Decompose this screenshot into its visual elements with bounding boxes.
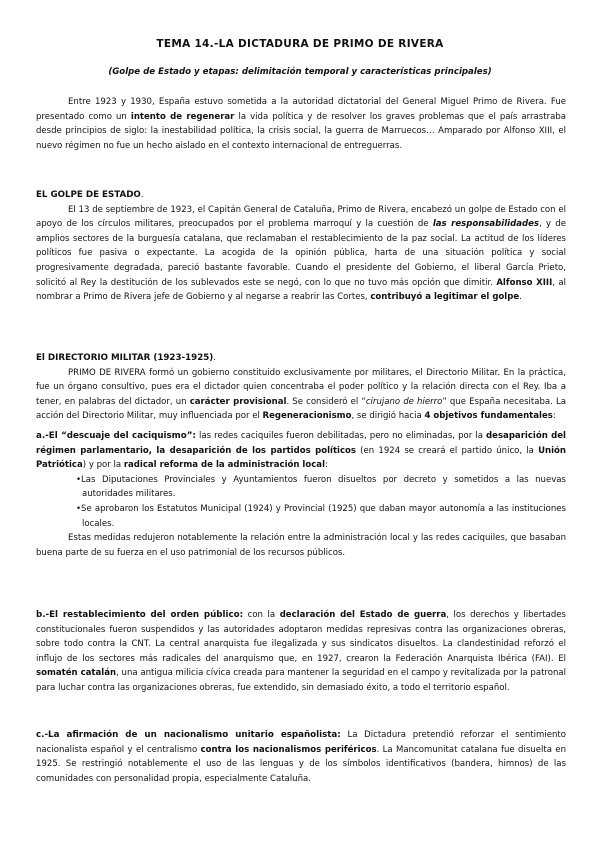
document-subtitle: (Golpe de Estado y etapas: delimitación temporal y características principales): [108, 67, 492, 77]
section-body: El 13 de septiembre de 1923, el Capitán General de Cataluña, Primo de Rivera, encabezó un golpe de Estado con el apoyo de los círculos militares, preocupados por el problema marroquí y la cuestión de las responsabilidades, y de amplios sectores de la burguesía catalana, que reclamaban el restablecimiento de la paz social. La actitud de los líderes políticos fue pasiva o expectante. La acogida de la opinión pública, harta de una situación política y social progresivamente degradada, pareció bastante favorable. Cuando el presidente del Gobierno, el liberal García Prieto, solicitó al Rey la destitución de los sublevados este se negó, con lo que no tuvo más opción que dimitir. Alfonso XIII, al nombrar a Primo de Rivera jefe de Gobierno y al negarse a reabrir las Cortes, contribuyó a legitimar el golpe.: [36, 204, 566, 303]
bullet-list: [36, 473, 566, 531]
emphasis-regenerar: intento de regenerar: [130, 111, 235, 122]
section-body: PRIMO DE RIVERA formó un gobierno constituido exclusivamente por militares, el Directorio Militar. En la práctica, fue un órgano consultivo, pues era el dictador quien concentraba el poder político y la relación directa con el Rey. Iba a tener, en palabras del dictador, un carácter provisional. Se consideró el “cirujano de hierro” que España necesitaba. La acción del Directorio Militar, muy influenciada por el Regeneracionismo, se dirigió hacia 4 objetivos fundamentales:: [36, 367, 567, 422]
section-heading: El DIRECTORIO MILITAR (1923-1925): [36, 353, 214, 363]
point-c-nacionalismo: c.-La afirmación de un nacionalismo unitario españolista: La Dictadura pretendió reforzar el sentimiento nacionalista español y el centralismo contra los nacionalismos periféricos. La Mancomunitat catalana fue disuelta en 1925. Se restringió notablemente el uso de las lenguas y de los símbolos identificativos (bandera, himnos) de las comunidades con personalidad propia, especialmente Cataluña.: [36, 730, 566, 784]
point-a-caciquismo: a.-El “descuaje del caciquismo”: las redes caciquiles fueron debilitadas, pero no eliminadas, por la desaparición del régimen parlamentario, la desaparición de los partidos políticos (en 1924 se creará el partido único, la Unión Patriótica) y por la radical reforma de la administración local: •Las Diputaciones Provinciales y Ayuntamientos fueron disueltos por decreto y sometidos a las nuevas autoridades militares. •Se aprobaron los Estatutos Municipal (1924) y Provincial (1925) que daban mayor autonomía a las instituciones locales. Estas medidas redujeron notablemente la relación entre la administración local y las redes caciquiles, que basaban buena parte de su fuerza en el uso patrimonial de los recursos públicos.: [36, 429, 566, 560]
point-a-closing: Estas medidas redujeron notablemente la relación entre la administración local y las redes caciquiles, que basaban buena parte de su fuerza en el uso patrimonial de los recursos públicos.: [36, 533, 566, 558]
intro-paragraph: Entre 1923 y 1930, España estuvo sometida a la autoridad dictatorial del General Miguel Primo de Rivera. Fue presentado como un intento de regenerar la vida política y de resolver los graves problemas que el país arrastraba desde principios de siglo: la inestabilidad política, la crisis social, la guerra de Marruecos… Amparado por Alfonso XIII, el nuevo régimen no fue un hecho aislado en el contexto internacional de entreguerras.: [36, 97, 567, 151]
list-item: •Las Diputaciones Provinciales y Ayuntamientos fueron disueltos por decreto y sometidos a las nuevas autoridades militares.: [76, 474, 566, 500]
section-heading: EL GOLPE DE ESTADO: [36, 190, 141, 200]
section-golpe-de-estado: EL GOLPE DE ESTADO. El 13 de septiembre de 1923, el Capitán General de Cataluña, Primo de Rivera, encabezó un golpe de Estado con el apoyo de los círculos militares, preocupados por el problema marroquí y la cuestión de las responsabilidades, y de amplios sectores de la burguesía catalana, que reclamaban el restablecimiento de la paz social. La actitud de los líderes políticos fue pasiva o expectante. La acogida de la opinión pública, harta de una situación política y social progresivamente degradada, pareció bastante favorable. Cuando el presidente del Gobierno, el liberal García Prieto, solicitó al Rey la destitución de los sublevados este se negó, con lo que no tuvo más opción que dimitir. Alfonso XIII, al nombrar a Primo de Rivera jefe de Gobierno y al negarse a reabrir las Cortes, contribuyó a legitimar el golpe.: [36, 188, 566, 305]
document-title: TEMA 14.-LA DICTADURA DE PRIMO DE RIVERA: [156, 38, 444, 50]
section-directorio-militar: El DIRECTORIO MILITAR (1923-1925). PRIMO DE RIVERA formó un gobierno constituido exclusivamente por militares, el Directorio Militar. En la práctica, fue un órgano consultivo, pues era el dictador quien concentraba el poder político y la relación directa con el Rey. Iba a tener, en palabras del dictador, un carácter provisional. Se consideró el “cirujano de hierro” que España necesitaba. La acción del Directorio Militar, muy influenciada por el Regeneracionismo, se dirigió hacia 4 objetivos fundamentales:: [36, 351, 566, 424]
list-item: •Se aprobaron los Estatutos Municipal (1924) y Provincial (1925) que daban mayor autonomía a las instituciones locales.: [76, 503, 566, 529]
point-b-orden-publico: b.-El restablecimiento del orden público: con la declaración del Estado de guerra, los derechos y libertades constitucionales fueron suspendidos y las autoridades adoptaron medidas represivas contra las organizaciones obreras, sobre todo contra la CNT. La central anarquista fue ilegalizada y sus sindicatos disueltos. La clandestinidad reforzó el influjo de los sectores más radicales del anarquismo que, en 1927, crearon la Federación Anarquista Ibérica (FAI). El somatén catalán, una antigua milicia cívica creada para mantener la seguridad en el campo y revitalizada por la patronal para luchar contra las organizaciones obreras, fue extendido, sin demasiado éxito, a todo el territorio español.: [36, 610, 567, 693]
